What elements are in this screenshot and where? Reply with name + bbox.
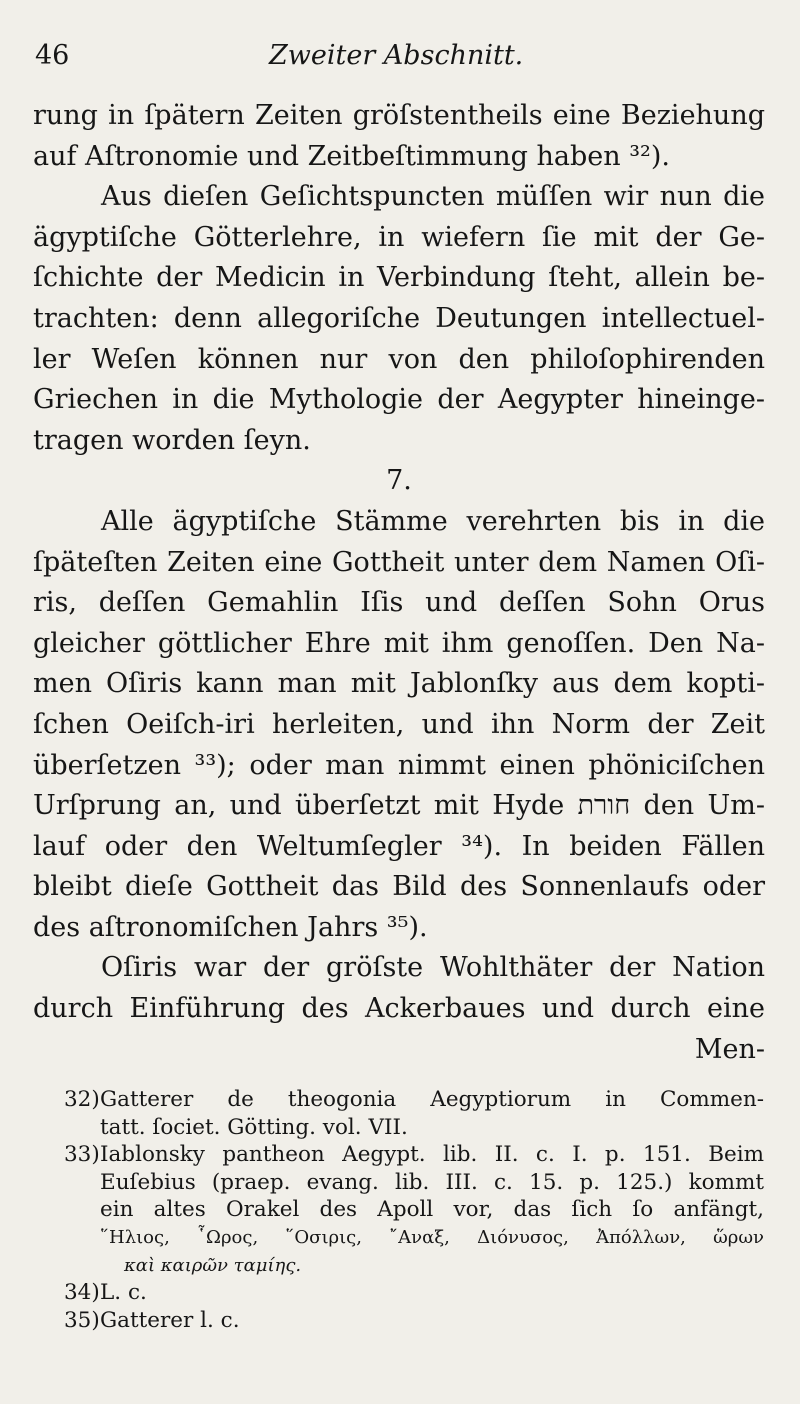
footnote-number: 34) xyxy=(64,1280,100,1306)
footnote-number: 32) xyxy=(64,1087,100,1112)
text-line: men Oſiris kann man mit Jablonſky aus dem kopti- xyxy=(33,668,765,700)
text-line: Alle ägyptiſche Stämme verehrten bis in die xyxy=(101,505,765,537)
text-line: auf Aſtronomie und Zeitbeſtimmung haben ³²). xyxy=(33,140,670,172)
footnote-text: ein altes Orakel des Apoll vor, das ſich ſo anfängt, xyxy=(100,1197,764,1223)
text-line: tragen worden ſeyn. xyxy=(33,424,311,456)
text-line: Griechen in die Mythologie der Aegypter hineinge- xyxy=(33,384,765,416)
footnote-text: tatt. ſociet. Götting. vol. VII. xyxy=(100,1114,408,1140)
footnote-34 xyxy=(64,1279,764,1307)
text-line: bleibt dieſe Gottheit das Bild des Sonnenlaufs oder xyxy=(33,871,765,903)
text-line: Oſiris war der gröſste Wohlthäter der Nation xyxy=(101,952,765,984)
text-line: Aus dieſen Geſichtspuncten müſſen wir nun die xyxy=(101,181,765,213)
text-line: ler Weſen können nur von den philoſophirenden xyxy=(33,343,765,375)
text-line: ris, deſſen Gemahlin Iſis und deſſen Sohn Orus xyxy=(33,587,765,619)
running-title: Zweiter Abschnitt. xyxy=(269,40,524,71)
text-line: des aſtronomiſchen Jahrs ³⁵). xyxy=(33,911,428,943)
text-line: Urſprung an, und überſetzt mit Hyde חורת den Um- xyxy=(33,790,765,822)
footnote-greek-text: καὶ καιρῶν ταμίης. xyxy=(124,1254,302,1276)
catchword: Men- xyxy=(694,1033,765,1065)
footnote-text: L. c. xyxy=(100,1280,147,1306)
footnote-35 xyxy=(64,1307,764,1335)
text-line: ägyptiſche Götterlehre, in wiefern ſie mit der Ge- xyxy=(33,221,765,253)
footnote-greek-text: ῞Ηλιος, ῟Ωρος, ῞Οσιρις, ῎Αναξ, Διόνυσος, Ἀπόλλων, ὥρων xyxy=(100,1226,764,1248)
text-line: durch Einführung des Ackerbaues und durch eine xyxy=(33,993,765,1025)
footnote-33 xyxy=(64,1141,764,1169)
footnote-text: Euſebius (praep. evang. lib. III. c. 15. p. 125.) kommt xyxy=(100,1169,764,1195)
page-number: 46 xyxy=(35,40,70,71)
text-line: trachten: denn allegoriſche Deutungen intellectuel- xyxy=(33,302,765,334)
section-number: 7. xyxy=(386,465,412,497)
footnote-text: Gatterer de theogonia Aegyptiorum in Commen- xyxy=(100,1087,764,1112)
text-line: überſetzen ³³); oder man nimmt einen phöniciſchen xyxy=(33,749,765,781)
footnote-text: Iablonsky pantheon Aegypt. lib. II. c. I. p. 151. Beim xyxy=(100,1142,764,1168)
footnote-32 xyxy=(64,1086,764,1114)
footnote-text: Gatterer l. c. xyxy=(100,1307,240,1333)
text-line: ſchichte der Medicin in Verbindung ſteht, allein be- xyxy=(33,262,765,294)
main-text xyxy=(33,96,765,1070)
text-line: lauf oder den Weltumſegler ³⁴). In beiden Fällen xyxy=(33,830,765,862)
text-line: ſpäteſten Zeiten eine Gottheit unter dem Namen Oſi- xyxy=(33,546,765,578)
footnote-number: 35) xyxy=(64,1307,100,1333)
text-line: ſchen Oeiſch-iri herleiten, und ihn Norm der Zeit xyxy=(33,708,765,740)
text-line: gleicher göttlicher Ehre mit ihm genoſſen. Den Na- xyxy=(33,627,765,659)
footnotes xyxy=(64,1086,764,1334)
page-header xyxy=(35,40,765,80)
footnote-number: 33) xyxy=(64,1142,100,1168)
text-line: rung in ſpätern Zeiten gröſstentheils eine Beziehung xyxy=(33,100,765,131)
